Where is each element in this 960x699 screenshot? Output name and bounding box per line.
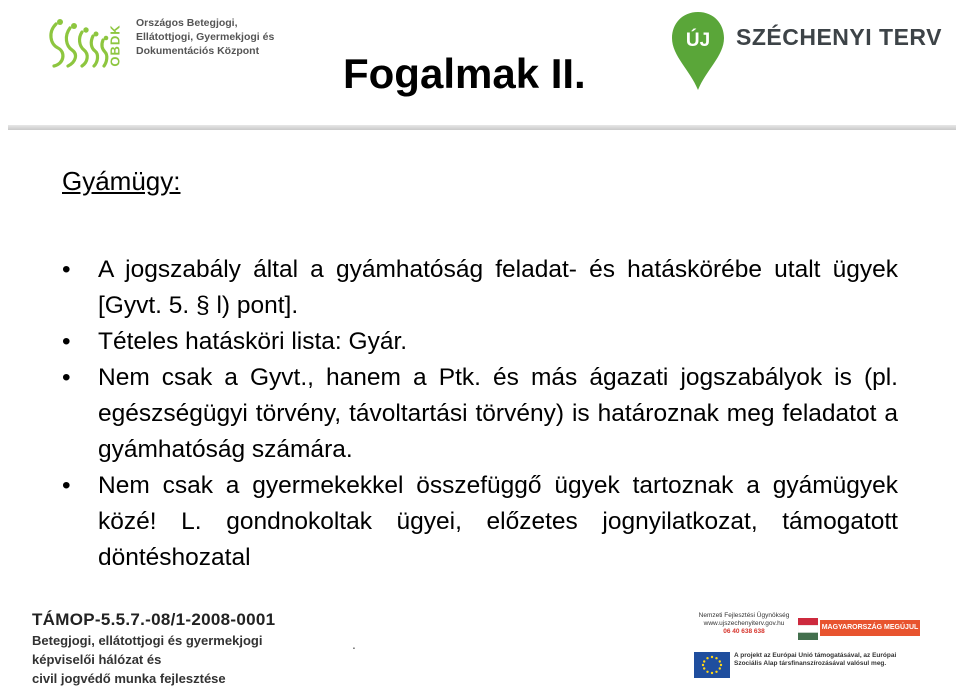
bullet-icon: • (62, 472, 71, 499)
funding-logos (692, 612, 924, 694)
szechenyi-title: SZÉCHENYI TERV (736, 24, 942, 50)
project-code: TÁMOP-5.5.7.-08/1-2008-0001 (32, 610, 276, 629)
bullet-icon: • (62, 364, 71, 391)
bullet-text: Tételes hatásköri lista: Gyár. (98, 328, 408, 355)
obdk-logo (46, 12, 276, 78)
bullet-icon: • (62, 256, 71, 283)
agency-info (692, 612, 796, 636)
obdk-name (136, 16, 274, 58)
center-mark: . (352, 636, 356, 652)
agency-line: www.ujszechenyiterv.gov.hu (703, 620, 785, 627)
bullet-text: Nem csak a Gyvt., hanem a Ptk. és más ágazati jogszabályok is (pl. egészségügyi törvény, távoltartási törvény) is határoznak meg feladatot a gyámhatóság számára. (98, 364, 898, 463)
szechenyi-badge: ÚJ (685, 30, 711, 51)
bullet-text: Nem csak a gyermekekkel összefüggő ügyek tartoznak a gyámügyek közé! L. gondnokoltak ügyei, előzetes jognyilatkozat, támogatott döntéshozatal (98, 472, 898, 571)
section-heading: Gyámügy: (62, 166, 181, 196)
obdk-name-line: Országos Betegjogi, (136, 17, 238, 29)
szechenyi-terv-logo (664, 8, 942, 94)
hungarian-flag-icon (798, 618, 818, 640)
agency-line: Nemzeti Fejlesztési Ügynökség (698, 612, 790, 619)
project-line: képviselői hálózat és (32, 652, 162, 667)
bullet-item (62, 360, 898, 468)
map-pin-icon (668, 10, 728, 92)
eu-line: Szociális Alap társfinanszírozásával valósul meg. (734, 660, 887, 667)
obdk-name-line: Ellátottjogi, Gyermekjogi és (136, 31, 275, 43)
eu-line: A projekt az Európai Unió támogatásával, az Európai (734, 652, 897, 659)
project-line: civil jogvédő munka fejlesztése (32, 671, 226, 686)
eu-flag-icon (694, 652, 730, 678)
banner: MAGYARORSZÁG MEGÚJUL (820, 620, 920, 636)
bullet-item (62, 252, 898, 324)
bullet-list (62, 252, 898, 576)
bullet-item (62, 324, 898, 360)
slide-title: Fogalmak II. (343, 50, 586, 97)
project-info (32, 609, 275, 688)
eu-funding-text (734, 652, 896, 668)
bullet-icon: • (62, 328, 71, 355)
divider (8, 125, 956, 130)
obdk-name-line: Dokumentációs Központ (136, 45, 260, 57)
bullet-text: A jogszabály által a gyámhatóság feladat- és hatáskörébe utalt ügyek [Gyvt. 5. § l) pont]. (98, 256, 898, 319)
obdk-abbrev: OBDK (107, 24, 123, 67)
project-line: Betegjogi, ellátottjogi és gyermekjogi (32, 633, 263, 648)
bullet-item (62, 468, 898, 576)
agency-line: 06 40 638 638 (723, 628, 765, 635)
